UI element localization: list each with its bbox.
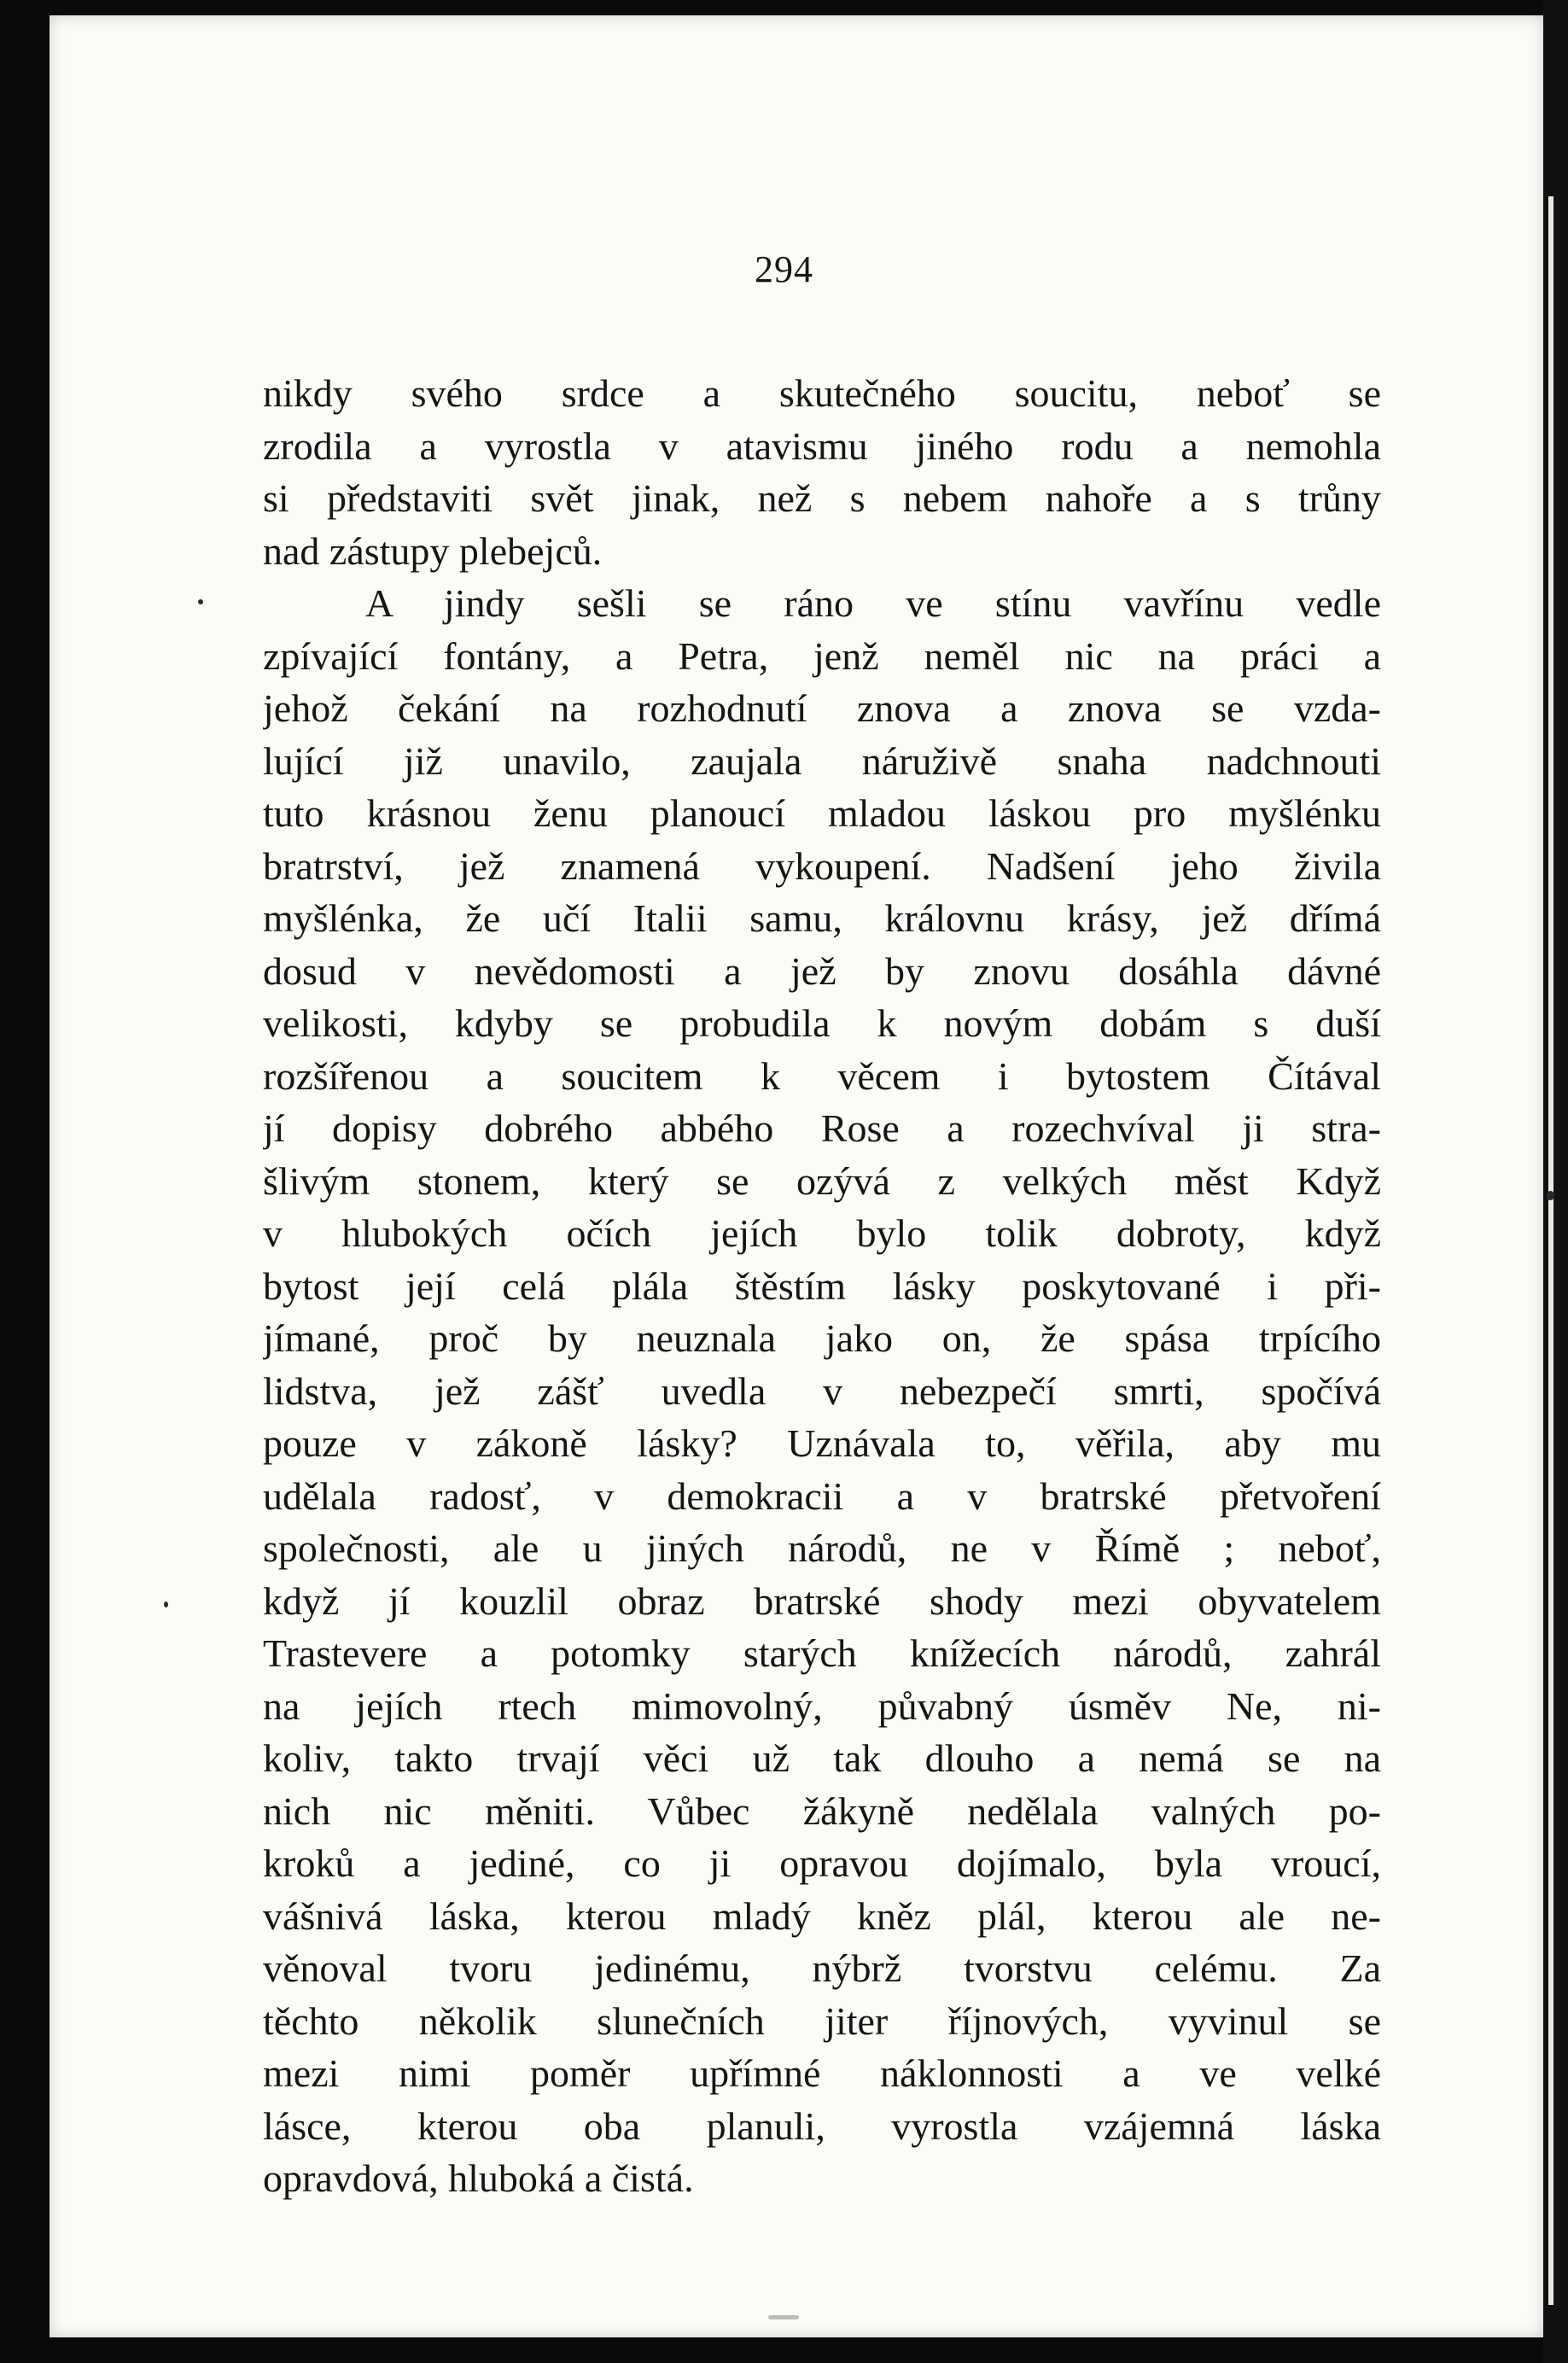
text-line: koliv, takto trvají věci už tak dlouho a nemá se na [263, 1736, 1381, 1780]
text-line: v hlubokých očích jejích bylo tolik dobroty, když [263, 1211, 1381, 1255]
text-line: Trastevere a potomky starých knížecích národů, zahrál [263, 1631, 1381, 1675]
text-line: tuto krásnou ženu planoucí mladou láskou pro myšlénku [263, 791, 1381, 835]
text-line: zrodila a vyrostla v atavismu jiného rodu a nemohla [263, 423, 1381, 468]
text-line: dosud v nevědomosti a jež by znovu dosáhla dávné [263, 948, 1381, 993]
text-line: kroků a jediné, co ji opravou dojímalo, byla vroucí, [263, 1841, 1381, 1885]
scan-speck [1547, 1191, 1554, 1200]
text-line: mezi nimi poměr upřímné náklonnosti a ve velké [263, 2051, 1381, 2095]
text-line: společnosti, ale u jiných národů, ne v Římě ; neboť, [263, 1526, 1381, 1570]
adjacent-page-edge [1548, 196, 1553, 2305]
text-line: věnoval tvoru jedinému, nýbrž tvorstvu celému. Za [263, 1946, 1381, 1990]
text-line: jímané, proč by neuznala jako on, že spása trpícího [263, 1316, 1381, 1360]
scan-speck [164, 1602, 168, 1607]
body-text [263, 367, 1381, 2205]
scan-speck [768, 2315, 799, 2319]
scan-speck [198, 599, 203, 604]
text-line: lásce, kterou oba planuli, vyrostla vzájemná láska [263, 2103, 1381, 2148]
text-line: jehož čekání na rozhodnutí znova a znova se vzda- [263, 686, 1381, 730]
text-line: zpívající fontány, a Petra, jenž neměl nic na práci a [263, 633, 1381, 678]
text-line: pouze v zákoně lásky? Uznávala to, věřila, aby mu [263, 1421, 1381, 1465]
text-line: lidstva, jež zášť uvedla v nebezpečí smrti, spočívá [263, 1368, 1381, 1413]
text-line: jí dopisy dobrého abbého Rose a rozechvíval ji stra- [263, 1106, 1381, 1150]
text-line: na jejích rtech mimovolný, půvabný úsměv Ne, ni- [263, 1683, 1381, 1728]
text-line: opravdová, hluboká a čistá. [263, 2156, 694, 2200]
text-line: vášnivá láska, kterou mladý kněz plál, kterou ale ne- [263, 1893, 1381, 1938]
text-line: když jí kouzlil obraz bratrské shody mezi obyvatelem [263, 1578, 1381, 1623]
text-line: bytost její celá plála štěstím lásky poskytované i při- [263, 1263, 1381, 1308]
text-line: bratrství, jež znamená vykoupení. Nadšení jeho živila [263, 843, 1381, 888]
text-line: udělala radosť, v demokracii a v bratrské přetvoření [263, 1473, 1381, 1518]
text-line: velikosti, kdyby se probudila k novým dobám s duší [263, 1001, 1381, 1045]
text-line: lující již unavilo, zaujala náruživě snaha nadchnouti [263, 738, 1381, 783]
text-line: si představiti svět jinak, než s nebem nahoře a s trůny [263, 476, 1381, 520]
text-line: těchto několik slunečních jiter říjnových, vyvinul se [263, 1998, 1381, 2043]
text-line: šlivým stonem, který se ozývá z velkých měst Když [263, 1158, 1381, 1203]
page-number: 294 [755, 248, 813, 290]
text-line: nikdy svého srdce a skutečného soucitu, neboť se [263, 371, 1381, 415]
paragraph-start-line: A jindy sešli se ráno ve stínu vavřínu vedle [365, 581, 1381, 625]
text-line: rozšířenou a soucitem k věcem i bytostem Čítával [263, 1053, 1381, 1098]
text-line: myšlénka, že učí Italii samu, královnu krásy, jež dřímá [263, 896, 1381, 940]
text-line: nad zástupy plebejců. [263, 528, 603, 573]
page-edge-shadow [1543, 0, 1568, 2363]
text-line: nich nic měniti. Vůbec žákyně nedělala valných po- [263, 1788, 1381, 1833]
